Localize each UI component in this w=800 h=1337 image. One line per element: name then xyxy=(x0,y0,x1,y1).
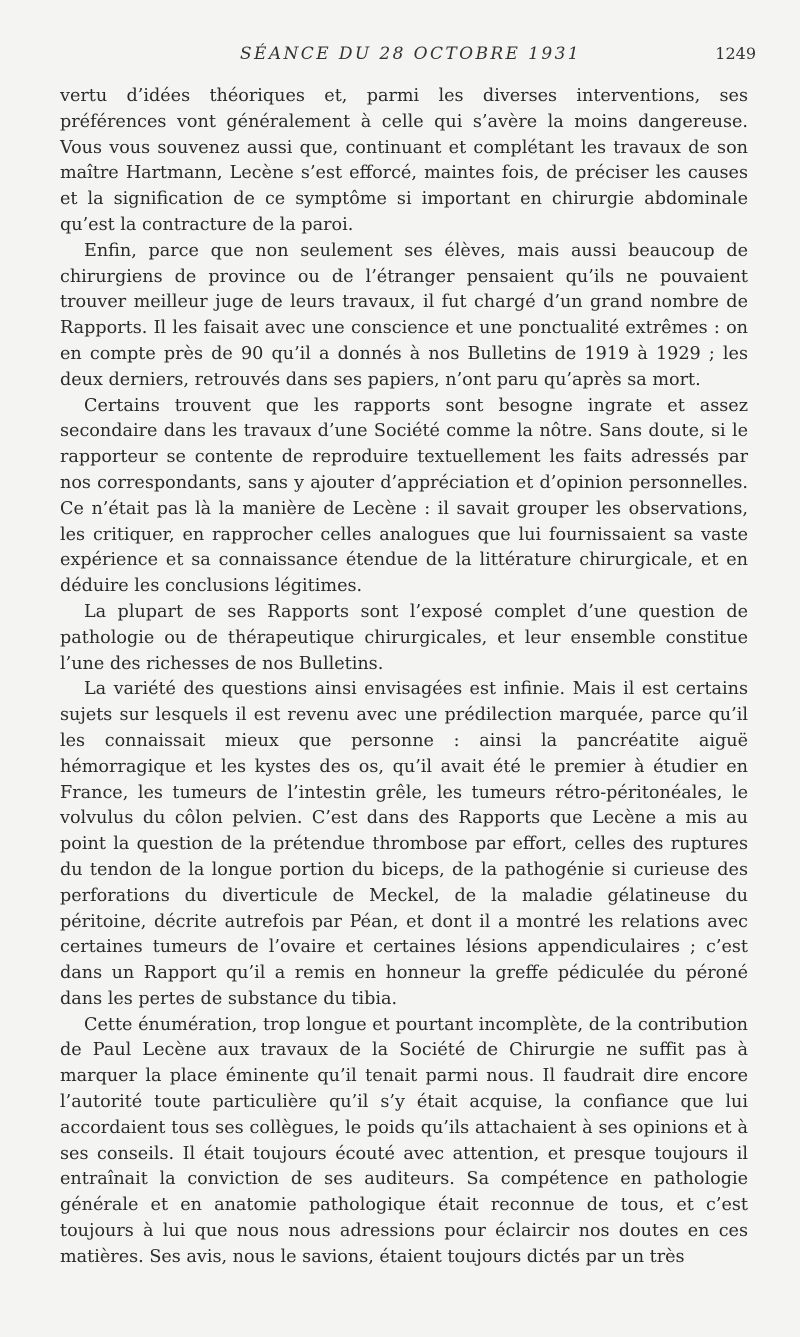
running-head xyxy=(0,44,800,72)
paragraph-2: Enfin, parce que non seulement ses élèves, mais aussi beaucoup de chirurgiens de province ou de l’étranger pensaient qu’ils ne pouvaient trouver meilleur juge de leurs travaux, il fut chargé d’un grand nombre de Rapports. Il les faisait avec une conscience et une ponctualité extrêmes : on en compte près de 90 qu’il a donnés à nos Bulletins de 1919 à 1929 ; les deux derniers, retrouvés dans ses papiers, n’ont paru qu’après sa mort. xyxy=(60,240,748,390)
paragraph-5: La variété des questions ainsi envisagées est infinie. Mais il est certains sujets sur lesquels il est revenu avec une prédilection marquée, parce qu’il les connaissait mieux que personne : ainsi la pancréatite aiguë hémorragique et les kystes des os, qu’il avait été le premier à étudier en France, les tumeurs de l’intestin grêle, les tumeurs rétro-péritonéales, le volvulus du côlon pelvien. C’est dans des Rapports que Lecène a mis au point la question de la prétendue thrombose par effort, celles des ruptures du tendon de la longue portion du biceps, de la pathogénie si curieuse des perforations du diverticule de Meckel, de la maladie gélatineuse du péritoine, décrite autrefois par Péan, et dont il a montré les relations avec certaines tumeurs de l’ovaire et certaines lésions appendiculaires ; c’est dans un Rapport qu’il a remis en honneur la greffe pédiculée du péroné dans les pertes de substance du tibia. xyxy=(60,679,748,1009)
paragraph-1: vertu d’idées théoriques et, parmi les diverses interventions, ses préférences vont généralement à celle qui s’avère la moins dangereuse. Vous vous souvenez aussi que, continuant et complétant les travaux de son maître Hartmann, Lecène s’est efforcé, maintes fois, de préciser les causes et la signification de ce symptôme si important en chirurgie abdominale qu’est la contracture de la paroi. xyxy=(60,86,748,235)
page-number: 1249 xyxy=(715,44,756,63)
body-text xyxy=(60,84,748,1271)
paragraph-6: Cette énumération, trop longue et pourtant incomplète, de la contribution de Paul Lecène aux travaux de la Société de Chirurgie ne suffit pas à marquer la place éminente qu’il tenait parmi nous. Il faudrait dire encore l’autorité toute particulière qu’il s’y était acquise, la confiance que lui accordaient tous ses collègues, le poids qu’ils attachaient à ses opinions et à ses conseils. Il était toujours écouté avec attention, et presque toujours il entraînait la conviction de ses auditeurs. Sa compétence en pathologie générale et en anatomie pathologique était reconnue de tous, et c’est toujours à lui que nous nous adressions pour éclaircir nos doutes en ces matières. Ses avis, nous le savions, étaient toujours dictés par un très xyxy=(60,1014,748,1267)
running-title: SÉANCE DU 28 OCTOBRE 1931 xyxy=(240,44,582,64)
paragraph-3: Certains trouvent que les rapports sont besogne ingrate et assez secondaire dans les travaux d’une Société comme la nôtre. Sans doute, si le rapporteur se contente de reproduire textuellement les faits adressés par nos correspondants, sans y ajouter d’appréciation et d’opinion personnelles. Ce n’était pas là la manière de Lecène : il savait grouper les observations, les critiquer, en rapprocher celles analogues que lui fournissaient sa vaste expérience et sa connaissance étendue de la littérature chirurgicale, et en déduire les conclusions légitimes. xyxy=(60,395,748,597)
paragraph-4: La plupart de ses Rapports sont l’exposé complet d’une question de pathologie ou de thérapeutique chirurgicales, et leur ensemble constitue l’une des richesses de nos Bulletins. xyxy=(60,601,748,674)
